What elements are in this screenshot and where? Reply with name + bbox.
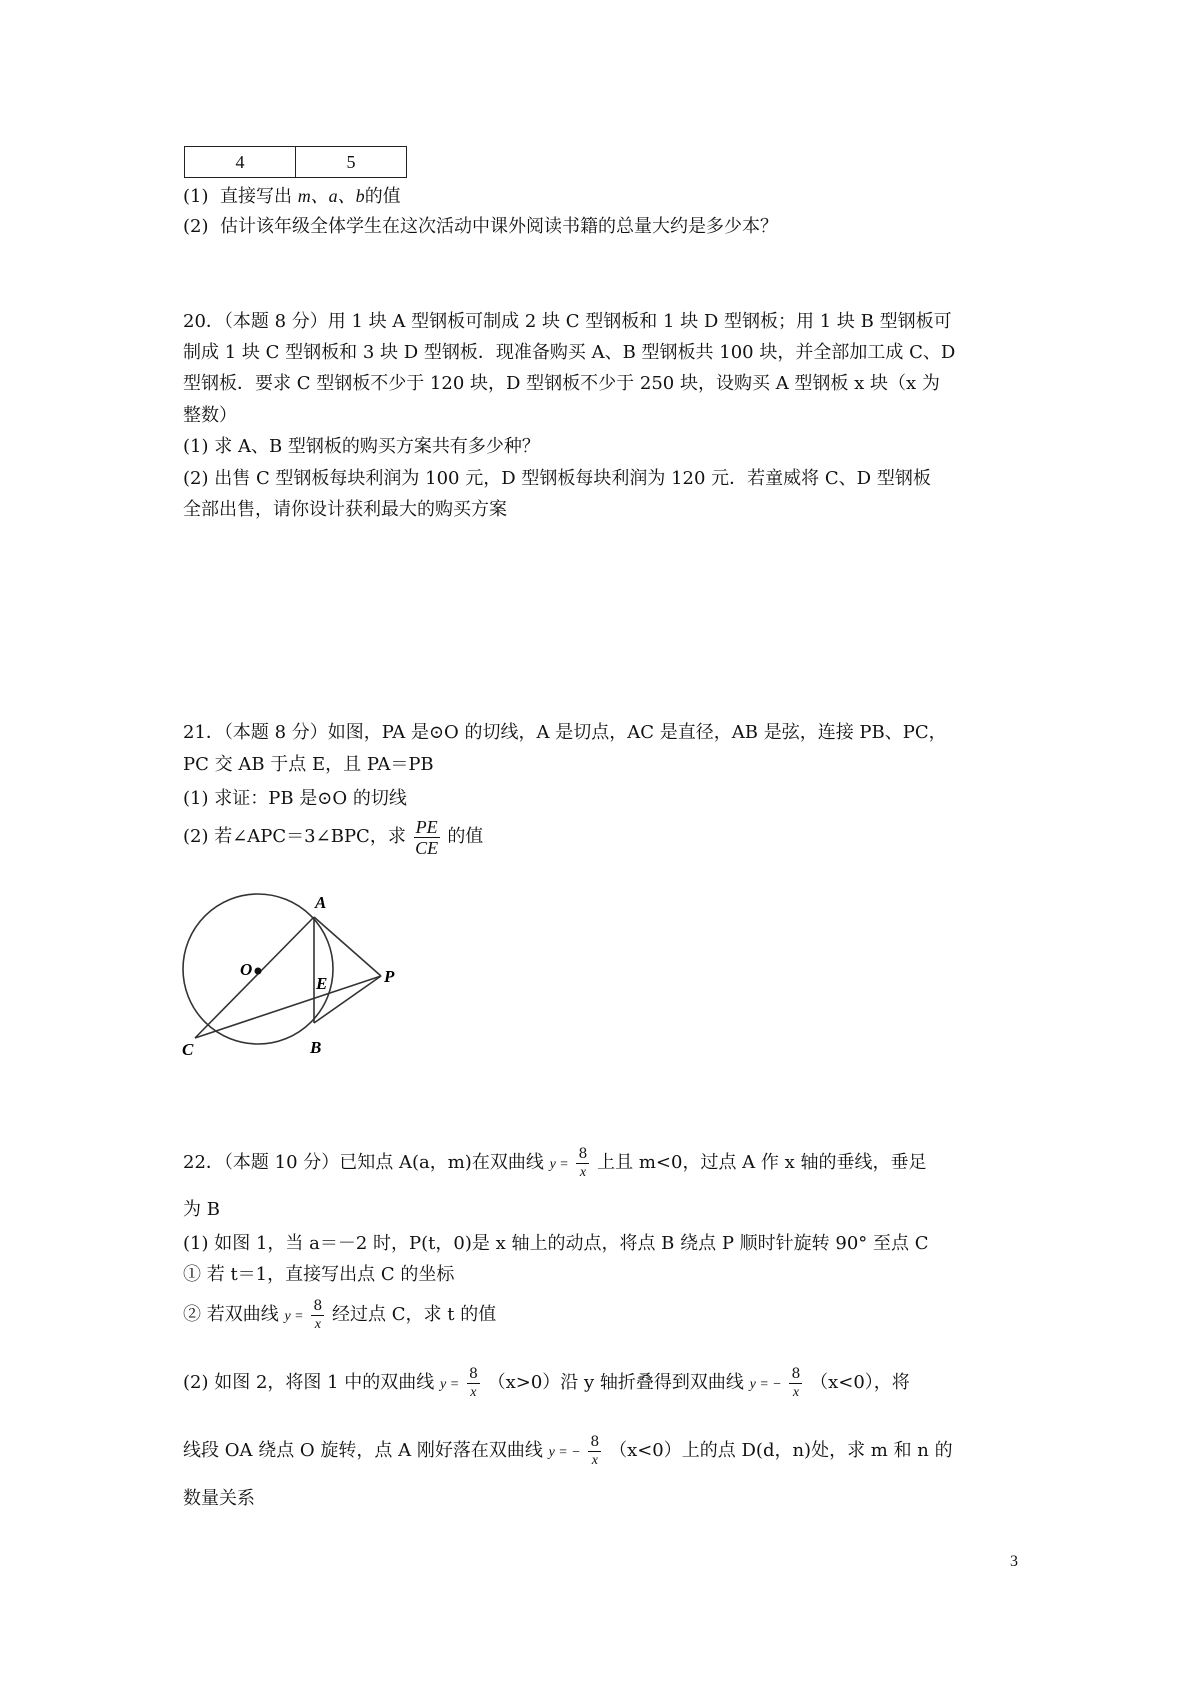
label-p: P — [384, 967, 395, 986]
q20-line-4: 整数） — [183, 405, 237, 426]
data-table-fragment — [184, 146, 407, 178]
q20-part-1: (1) 求 A、B 型钢板的购买方案共有多少种？ — [183, 436, 540, 457]
q22-line-1: 22．（本题 10 分）已知点 A(a，m)在双曲线 y = $\frac{8}{x}$ 上且 m<0，过点 A 作 x 轴的垂线，垂足 — [183, 1145, 927, 1180]
q20-part-2-line-2: 全部出售，请你设计获利最大的购买方案 — [183, 499, 507, 520]
table-cell: 5 — [296, 147, 407, 178]
q22-part-1: (1) 如图 1，当 a＝－2 时，P(t，0)是 x 轴上的动点，将点 B 绕点 P 顺时针旋转 90° 至点 C — [183, 1233, 929, 1254]
fraction-8-over-x: $\frac{8}{x}$ — [313, 1297, 323, 1332]
label-e: E — [316, 974, 328, 993]
q22-line-2: 为 B — [183, 1199, 220, 1220]
center-point-o — [255, 968, 262, 975]
q22-part-2: (2) 如图 2，将图 1 中的双曲线 y = $\frac{8}{x}$ （x>0）沿 y 轴折叠得到双曲线 y = − $\frac{8}{x}$ （x<0），将 — [183, 1365, 910, 1400]
q22-part-2-line-3: 数量关系 — [183, 1488, 255, 1509]
fraction-8-over-x: $\frac{8}{x}$ — [468, 1365, 478, 1400]
q22-part-1-i: ① 若 t＝1，直接写出点 C 的坐标 — [183, 1264, 455, 1285]
fraction-8-over-x: $\frac{8}{x}$ — [590, 1433, 600, 1468]
q20-line-3: 型钢板．要求 C 型钢板不少于 120 块，D 型钢板不少于 250 块，设购买 A 型钢板 x 块（x 为 — [183, 373, 940, 394]
fraction-8-over-x: $\frac{8}{x}$ — [791, 1365, 801, 1400]
fraction-8-over-x: $\frac{8}{x}$ — [578, 1145, 588, 1180]
page-number: 3 — [1010, 1553, 1018, 1570]
q20-line-1: 20．（本题 8 分）用 1 块 A 型钢板可制成 2 块 C 型钢板和 1 块 D 型钢板；用 1 块 B 型钢板可 — [183, 311, 952, 332]
q21-part-2: (2) 若∠APC＝3∠BPC，求 $\frac{PE}{CE}$ 的值 — [183, 816, 484, 858]
label-c: C — [182, 1040, 194, 1059]
q20-part-2-line-1: (2) 出售 C 型钢板每块利润为 100 元，D 型钢板每块利润为 120 元．若童威将 C、D 型钢板 — [183, 468, 931, 489]
q21-line-2: PC 交 AB 于点 E，且 PA＝PB — [183, 754, 434, 775]
q19-part-2: (2) 估计该年级全体学生在这次活动中课外阅读书籍的总量大约是多少本？ — [183, 216, 778, 237]
q19-part-1: (1) 直接写出 m、a、b的值 — [183, 186, 401, 207]
q20-line-2: 制成 1 块 C 型钢板和 3 块 D 型钢板．现准备购买 A、B 型钢板共 100 块，并全部加工成 C、D — [183, 342, 956, 363]
label-o: O — [240, 960, 253, 979]
diameter-ac — [195, 917, 314, 1038]
fraction-pe-ce: $\frac{PE}{CE}$ — [415, 816, 439, 858]
q21-line-1: 21．（本题 8 分）如图，PA 是⊙O 的切线，A 是切点，AC 是直径，AB 是弦，连接 PB、PC， — [183, 722, 947, 743]
tangent-pa — [314, 917, 381, 976]
q21-part-1: (1) 求证：PB 是⊙O 的切线 — [183, 788, 407, 809]
q22-part-1-ii: ② 若双曲线 y = $\frac{8}{x}$ 经过点 C，求 t 的值 — [183, 1297, 497, 1332]
table-cell: 4 — [185, 147, 296, 178]
label-b: B — [310, 1038, 322, 1057]
label-a: A — [315, 893, 327, 912]
segment-pc — [195, 976, 381, 1038]
q22-part-2-line-2: 线段 OA 绕点 O 旋转，点 A 刚好落在双曲线 y = − $\frac{8}{x}$ （x<0）上的点 D(d，n)处，求 m 和 n 的 — [183, 1433, 953, 1468]
circle-tangent-figure — [170, 882, 410, 1062]
